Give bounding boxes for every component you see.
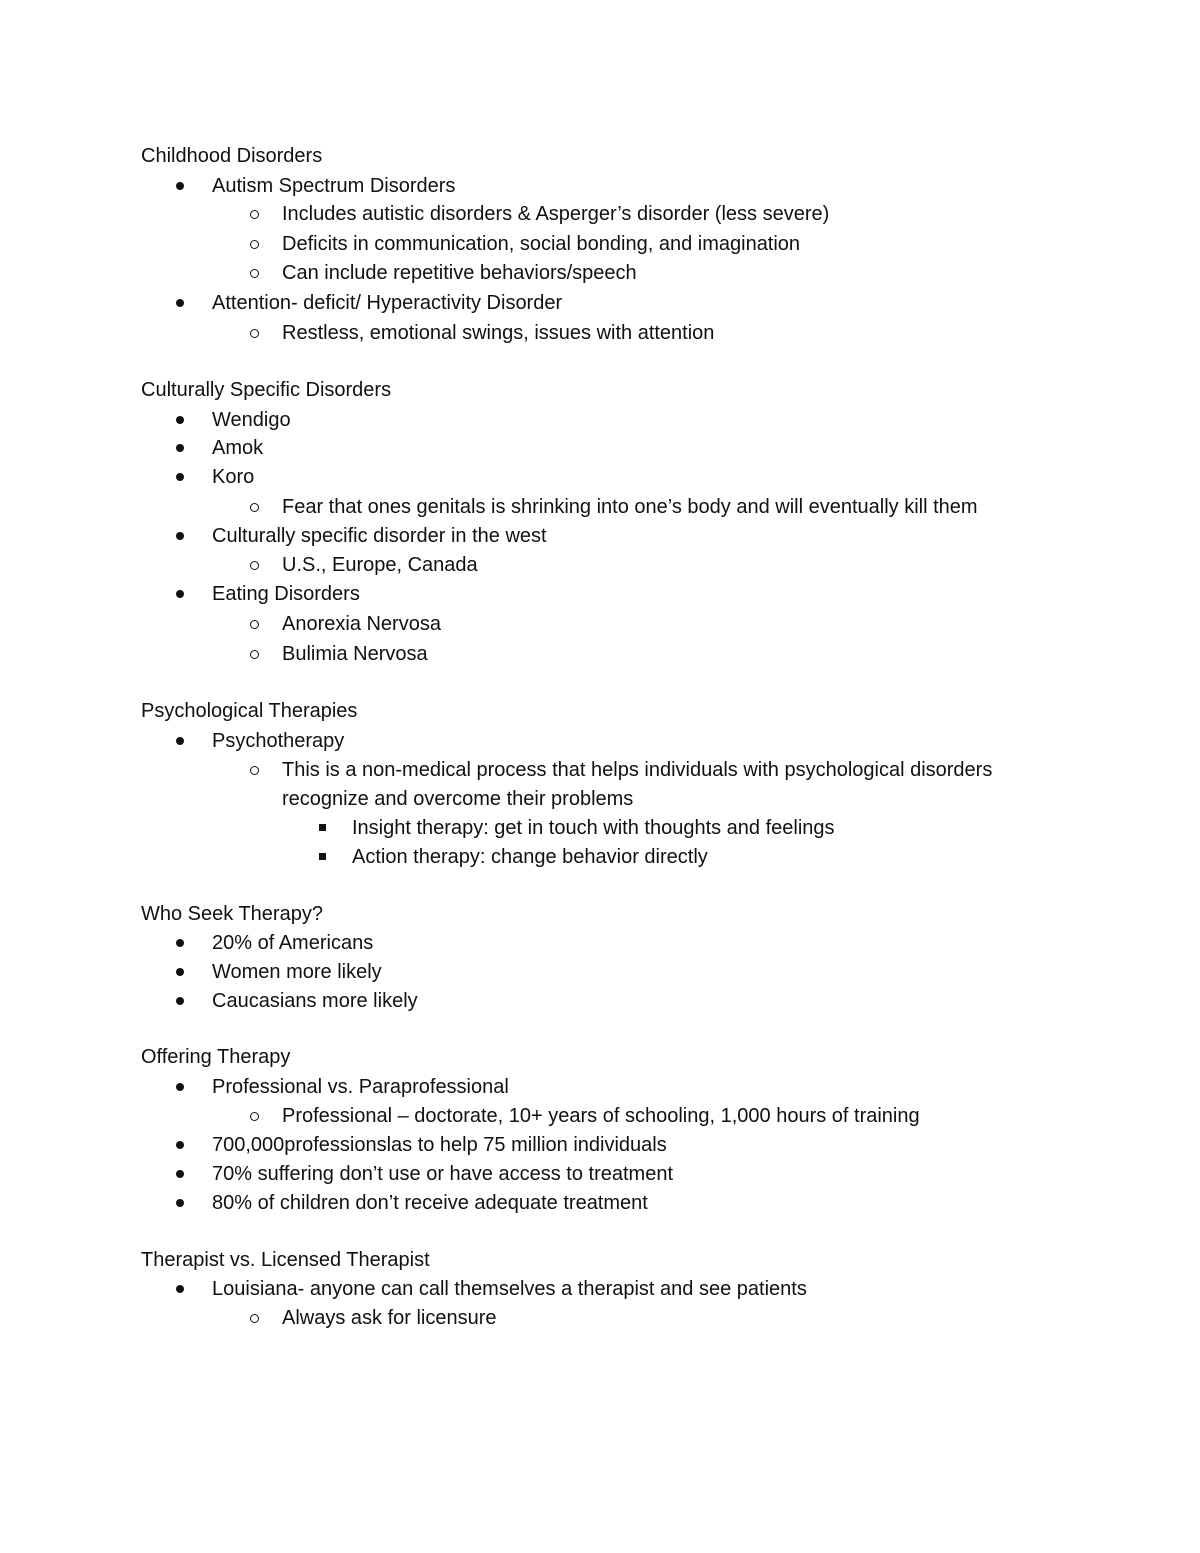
list-item: Caucasians more likely: [212, 990, 418, 1012]
bullet-disc-icon: [176, 939, 184, 947]
list-item: Can include repetitive behaviors/speech: [282, 262, 637, 284]
list-item: Culturally specific disorder in the west: [212, 525, 547, 547]
bullet-disc-icon: [176, 444, 184, 452]
list-item: 20% of Americans: [212, 932, 374, 954]
section-heading: Who Seek Therapy?: [141, 903, 323, 925]
section-heading: Childhood Disorders: [141, 145, 323, 167]
bullet-disc-icon: [176, 1199, 184, 1207]
list-item: Includes autistic disorders & Asperger’s disorder (less severe): [282, 203, 830, 225]
list-item: Koro: [212, 466, 255, 488]
bullet-square-icon: [319, 824, 326, 831]
list-item: Attention- deficit/ Hyperactivity Disorder: [212, 292, 563, 314]
bullet-circle-icon: [250, 1314, 259, 1323]
list-item: Action therapy: change behavior directly: [352, 846, 708, 868]
list-item: Restless, emotional swings, issues with attention: [282, 322, 715, 344]
list-item: Insight therapy: get in touch with thoughts and feelings: [352, 817, 835, 839]
bullet-disc-icon: [176, 1170, 184, 1178]
bullet-disc-icon: [176, 1083, 184, 1091]
bullet-disc-icon: [176, 1141, 184, 1149]
list-item: Wendigo: [212, 409, 291, 431]
list-item-continuation: recognize and overcome their problems: [282, 788, 634, 810]
bullet-square-icon: [319, 853, 326, 860]
list-item: Women more likely: [212, 961, 382, 983]
bullet-disc-icon: [176, 473, 184, 481]
list-item: Deficits in communication, social bonding, and imagination: [282, 233, 801, 255]
bullet-circle-icon: [250, 620, 259, 629]
list-item: Louisiana- anyone can call themselves a therapist and see patients: [212, 1278, 807, 1300]
list-item: Anorexia Nervosa: [282, 613, 441, 635]
section-heading: Offering Therapy: [141, 1046, 291, 1068]
bullet-circle-icon: [250, 561, 259, 570]
list-item: 70% suffering don’t use or have access to treatment: [212, 1163, 674, 1185]
list-item: Fear that ones genitals is shrinking into one’s body and will eventually kill them: [282, 496, 978, 518]
list-item: Autism Spectrum Disorders: [212, 175, 456, 197]
list-item: 700,000professionslas to help 75 million individuals: [212, 1134, 667, 1156]
list-item: Professional vs. Paraprofessional: [212, 1076, 509, 1098]
bullet-circle-icon: [250, 503, 259, 512]
list-item: Psychotherapy: [212, 730, 345, 752]
bullet-circle-icon: [250, 1112, 259, 1121]
bullet-disc-icon: [176, 737, 184, 745]
bullet-circle-icon: [250, 269, 259, 278]
section-heading: Therapist vs. Licensed Therapist: [141, 1249, 430, 1271]
list-item: U.S., Europe, Canada: [282, 554, 478, 576]
bullet-disc-icon: [176, 299, 184, 307]
list-item: Amok: [212, 437, 264, 459]
bullet-disc-icon: [176, 182, 184, 190]
section-heading: Culturally Specific Disorders: [141, 379, 392, 401]
bullet-disc-icon: [176, 416, 184, 424]
bullet-disc-icon: [176, 968, 184, 976]
bullet-disc-icon: [176, 997, 184, 1005]
bullet-disc-icon: [176, 532, 184, 540]
section-heading: Psychological Therapies: [141, 700, 358, 722]
bullet-circle-icon: [250, 650, 259, 659]
list-item: Bulimia Nervosa: [282, 643, 428, 665]
bullet-circle-icon: [250, 329, 259, 338]
list-item: Professional – doctorate, 10+ years of schooling, 1,000 hours of training: [282, 1105, 920, 1127]
bullet-disc-icon: [176, 590, 184, 598]
list-item: Eating Disorders: [212, 583, 360, 605]
bullet-circle-icon: [250, 210, 259, 219]
list-item: 80% of children don’t receive adequate treatment: [212, 1192, 648, 1214]
bullet-circle-icon: [250, 240, 259, 249]
list-item: Always ask for licensure: [282, 1307, 497, 1329]
bullet-circle-icon: [250, 766, 259, 775]
bullet-disc-icon: [176, 1285, 184, 1293]
list-item: This is a non-medical process that helps individuals with psychological disorders: [282, 759, 993, 781]
